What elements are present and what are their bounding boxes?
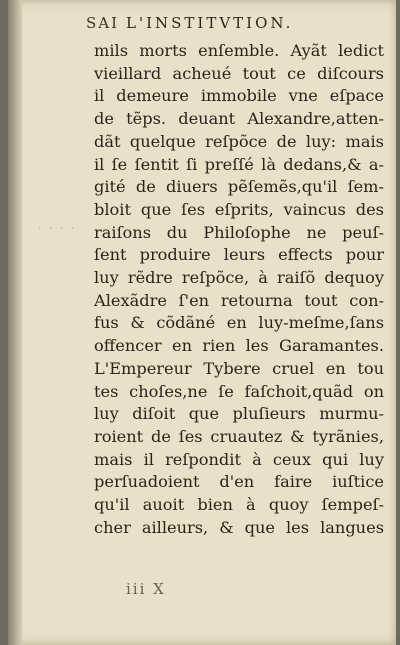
page-header (8, 14, 396, 36)
text-line: vieillard acheué tout ce diſcours (94, 63, 384, 83)
text-line: raiſons du Philoſophe ne peuſ- (94, 222, 384, 242)
text-line: L'Empereur Tybere cruel en tou (94, 358, 384, 378)
text-line: offencer en rien les Garamantes. (94, 336, 384, 356)
text-line: bloit que ſes eſprits, vaincus des (94, 199, 384, 219)
body-text (94, 40, 384, 539)
text-line: mais il reſpondit à ceux qui luy (94, 449, 384, 469)
running-title: L'INSTITVTION. (126, 14, 294, 32)
text-line: cher ailleurs, & que les langues (94, 517, 384, 537)
text-line: de tẽps. deuant Alexandre,atten- (94, 109, 384, 129)
text-line: dãt quelque reſpõce de luy: mais (94, 131, 384, 151)
text-line: gité de diuers pẽſemẽs,qu'il ſem- (94, 177, 384, 197)
text-line: mils morts enſemble. Ayãt ledict (94, 41, 384, 60)
show-through-marks: · · · · (38, 222, 77, 235)
signature-mark: iii X (126, 580, 166, 598)
text-line: tes choſes,ne ſe faſchoit,quãd on (94, 381, 384, 401)
text-line: perſuadoient d'en faire iuſtice (94, 472, 384, 492)
page-gutter (8, 0, 22, 645)
text-line: fus & cõdãné en luy-meſme,ſans (94, 313, 384, 333)
text-line: ſent produire leurs effects pour (94, 245, 384, 265)
text-line: il ſe ſentit ſi preſſé là dedans,& a- (94, 154, 384, 174)
folio-number: SAI (86, 14, 120, 32)
text-line: Alexãdre ſ'en retourna tout con- (94, 290, 384, 310)
text-line: qu'il auoit bien à quoy ſempeſ- (94, 495, 384, 515)
book-page (8, 0, 396, 645)
text-line: luy diſoit que pluſieurs murmu- (94, 404, 384, 424)
text-line: il demeure immobile vne eſpace (94, 86, 384, 106)
text-line: roient de ſes cruautez & tyrãnies, (94, 426, 384, 446)
text-line: luy rẽdre reſpõce, à raiſõ dequoy (94, 268, 384, 288)
